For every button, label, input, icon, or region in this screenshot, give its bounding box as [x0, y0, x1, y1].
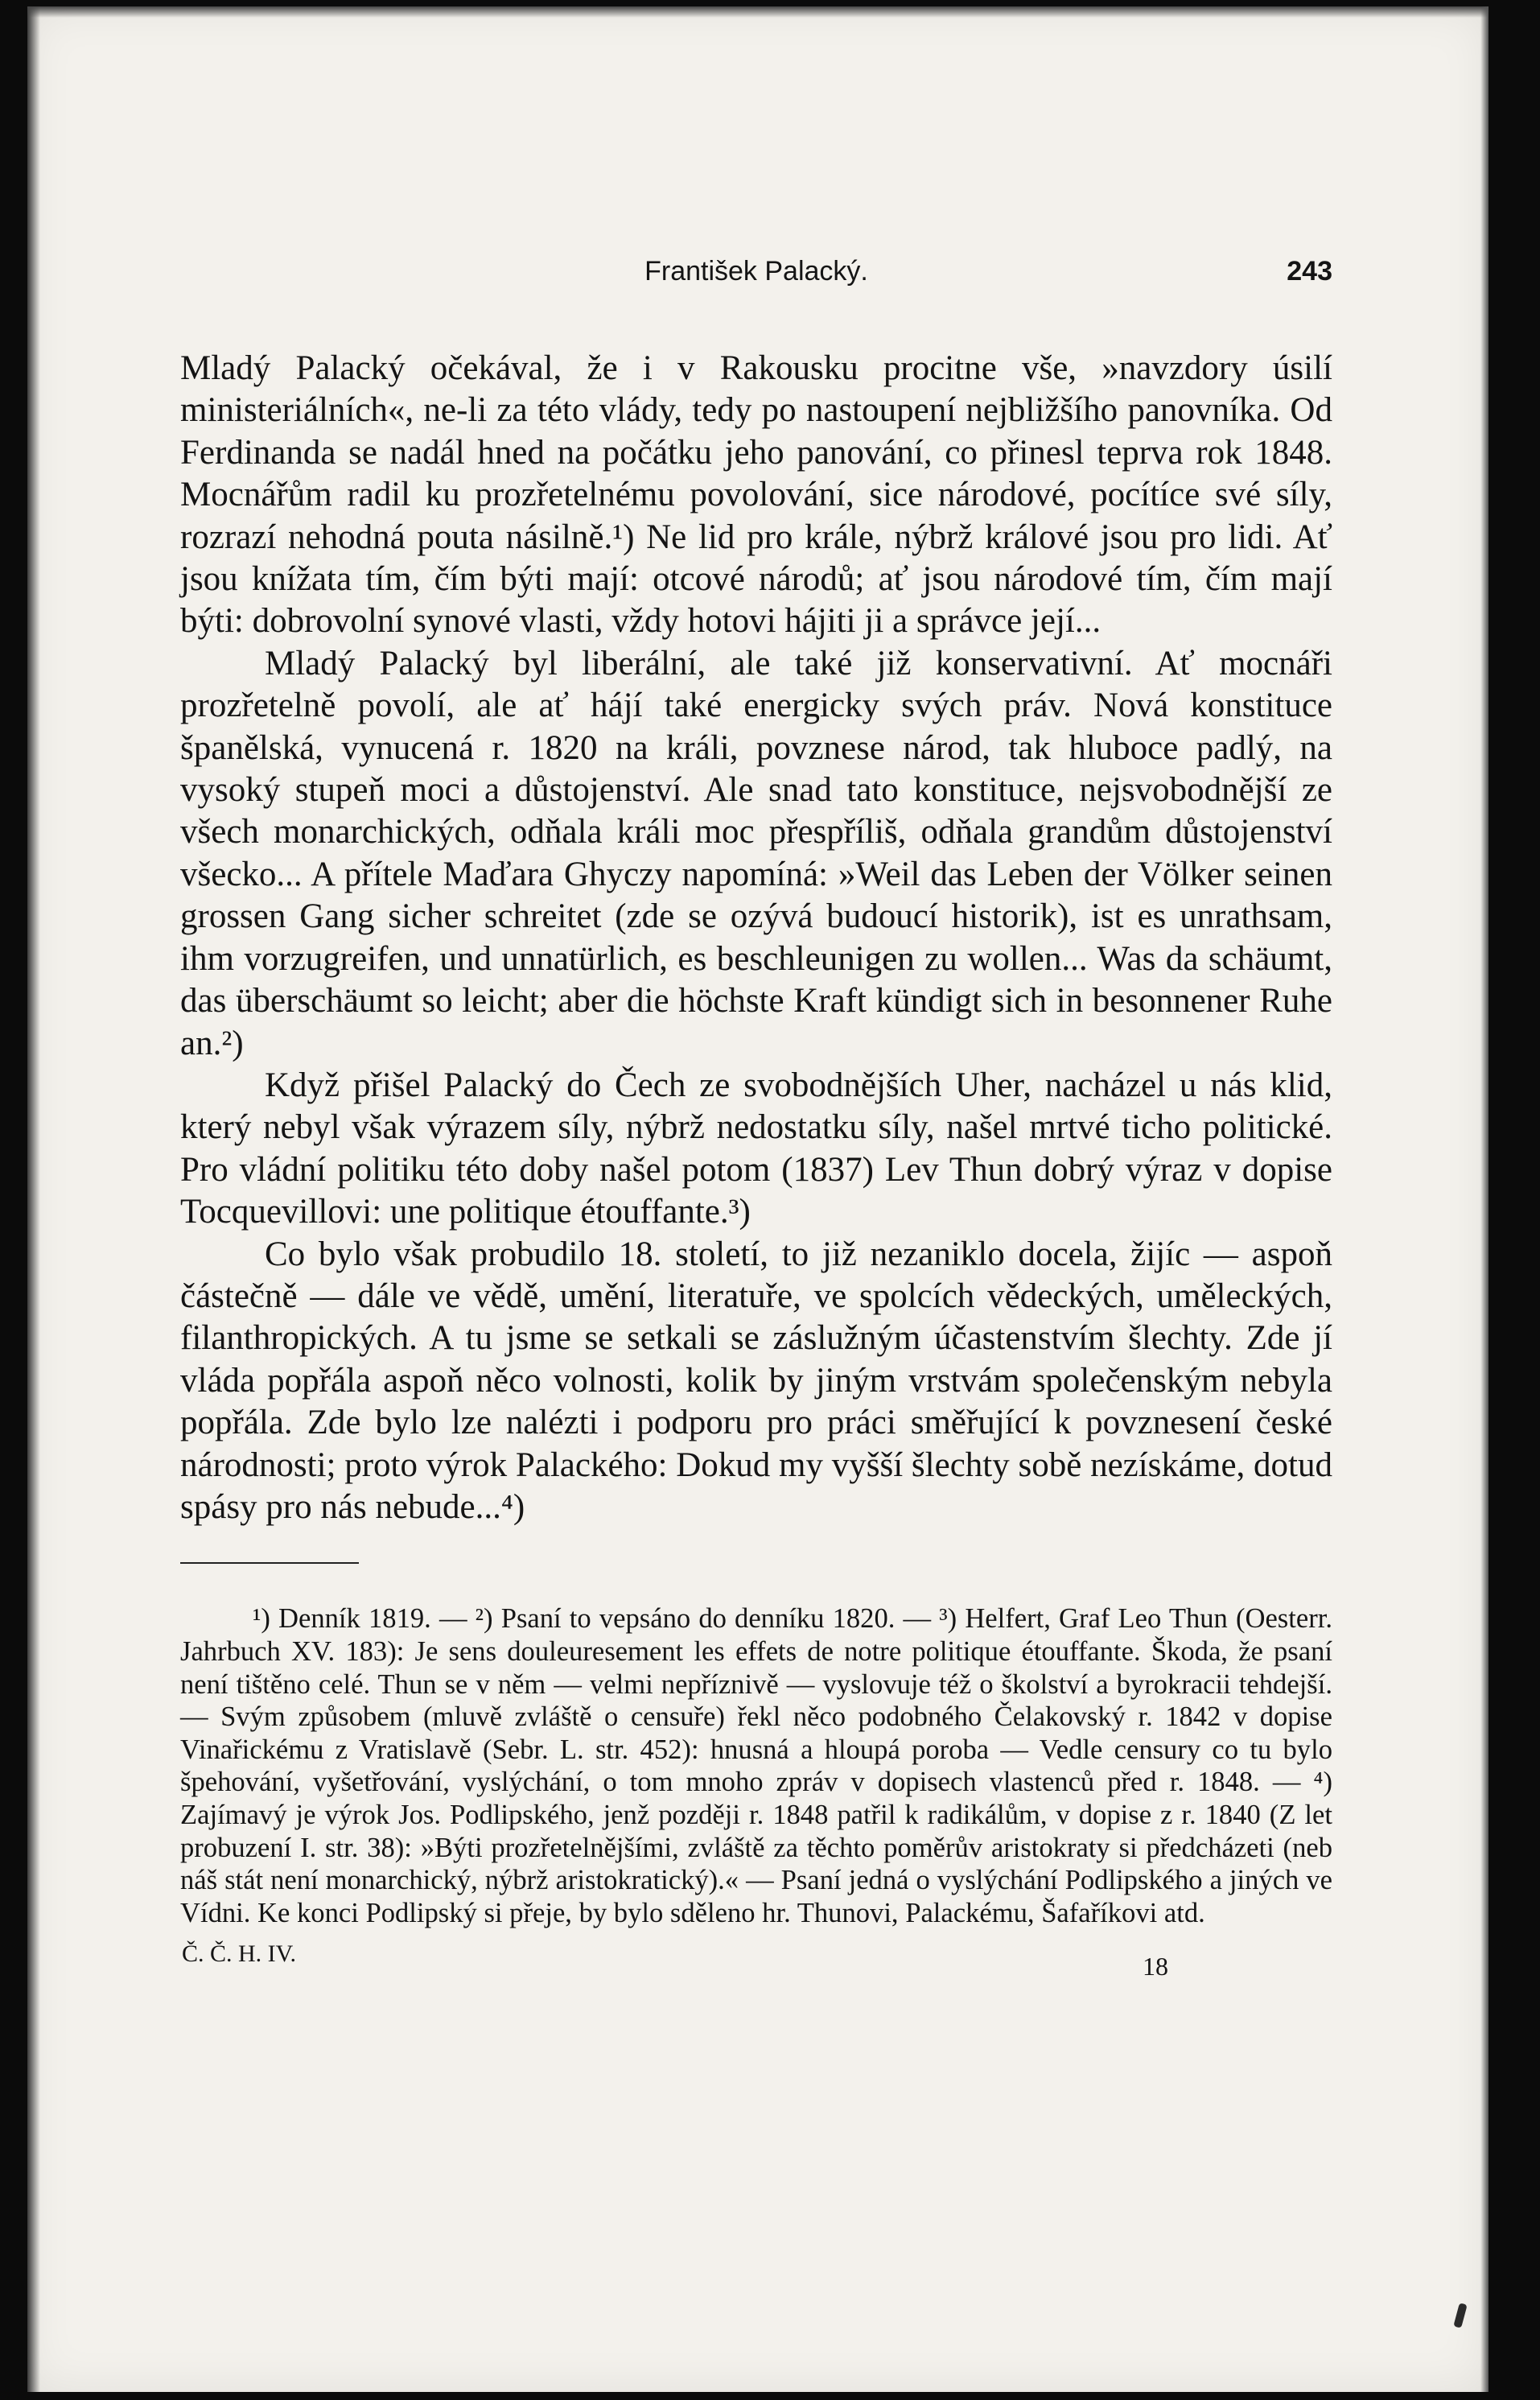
- running-title: František Palacký.: [644, 256, 868, 287]
- scan-shadow-top: [27, 6, 1489, 18]
- footnotes: [180, 1602, 1332, 1929]
- paragraph-1: Mladý Palacký očekával, že i v Rakousku procitne vše, »navzdory úsilí ministeriálních«, ne-li za této vlády, tedy po nastoupení nejbližšího panovníka. Od Ferdinanda se nadál hned na počátku jeho panování, co přinesl teprva rok 1848. Mocnářům radil ku prozřetelnému povolování, sice národové, pocítíce své síly, rozrazí nehodná pouta násilně.¹) Ne lid pro krále, nýbrž králové jsou pro lidi. Ať jsou knížata tím, čím býti mají: otcové národů; ať jsou národové tím, čím mají býti: dobrovolní synové vlasti, vždy hotovi hájiti ji a správce její...: [180, 349, 1332, 641]
- sheet-number: 18: [1143, 1952, 1168, 1981]
- scan-shadow-left: [27, 6, 40, 2392]
- footnote-separator: [180, 1562, 359, 1564]
- page-footer: [180, 1940, 1332, 1981]
- scanned-page: [27, 6, 1489, 2392]
- paragraph-4: Co bylo však probudilo 18. století, to již nezaniklo docela, žijíc — aspoň částečně — dále ve vědě, umění, literatuře, ve spolcích vědeckých, uměleckých, filanthropických. A tu jsme se setkali se záslužným účastenstvím šlechty. Zde jí vláda popřála aspoň něco volnosti, kolik by jiným vrstvám společenským nebyla popřála. Zde bylo lze nalézti i podporu pro práci směřující k povznesení české národnosti; proto výrok Palackého: Dokud my vyšší šlechty sobě nezískáme, dotud spásy pro nás nebude...⁴): [180, 1235, 1332, 1526]
- main-text: [180, 348, 1332, 1528]
- signature-mark: Č. Č. H. IV.: [182, 1940, 296, 1968]
- footnote-text: ¹) Denník 1819. — ²) Psaní to vepsáno do denníku 1820. — ³) Helfert, Graf Leo Thun (Oesterr. Jahrbuch XV. 183): Je sens douleuresement les effets de notre politique étouffante. Škoda, že psaní není tištěno celé. Thun se v něm — velmi nepříznivě — vyslovuje též o školství a byrokracii tehdejší. — Svým způsobem (mluvě zvláště o censuře) řekl něco podobného Čelakovský r. 1842 v dopise Vinařickému z Vratislavě (Sebr. L. str. 452): hnusná a hloupá poroba — Vedle censury co tu bylo špehování, vyšetřování, vyslýchání, o tom mnoho zpráv v dopisech vlastenců před r. 1848. — ⁴) Zajímavý je výrok Jos. Podlipského, jenž později r. 1848 patřil k radikálům, v dopise z r. 1840 (Z let probuzení I. str. 38): »Býti prozřetelnějšími, zvláště za těchto poměrův aristokraty si předcházeti (neb náš stát není monarchický, nýbrž aristokratický).« — Psaní jedná o vyslýchání Podlipského a jiných ve Vídni. Ke konci Podlipský si přeje, by bylo sděleno hr. Thunovi, Palackému, Šafaříkovi atd.: [180, 1603, 1332, 1928]
- paragraph-2: Mladý Palacký byl liberální, ale také již konservativní. Ať mocnáři prozřetelně povolí, ale ať hájí také energicky svých práv. Nová konstituce španělská, vynucená r. 1820 na králi, povznese národ, tak hluboce padlý, na vysoký stupeň moci a důstojenství. Ale snad tato konstituce, nejsvobodnější ze všech monarchických, odňala králi moc přespříliš, odňala grandům důstojenství všecko... A přítele Maďara Ghyczy napomíná: »Weil das Leben der Völker seinen grossen Gang sicher schreitet (zde se ozývá budoucí historik), ist es unrathsam, ihm vorzugreifen, und unnatürlich, es beschleunigen zu wollen... Was da schäumt, das überschäumt so leicht; aber die höchste Kraft kündigt sich in besonnener Ruhe an.²): [180, 644, 1332, 1062]
- scan-speck: [1453, 2303, 1467, 2328]
- page-content: [180, 256, 1332, 1981]
- running-header: [180, 256, 1332, 304]
- scan-shadow-right: [1480, 6, 1489, 2392]
- paragraph-3: Když přišel Palacký do Čech ze svobodnějších Uher, nacházel u nás klid, který nebyl však výrazem síly, nýbrž nedostatku síly, našel mrtvé ticho politické. Pro vládní politiku této doby našel potom (1837) Lev Thun dobrý výraz v dopise Tocquevillovi: une politique étouffante.³): [180, 1066, 1332, 1231]
- page-number: 243: [1287, 256, 1332, 287]
